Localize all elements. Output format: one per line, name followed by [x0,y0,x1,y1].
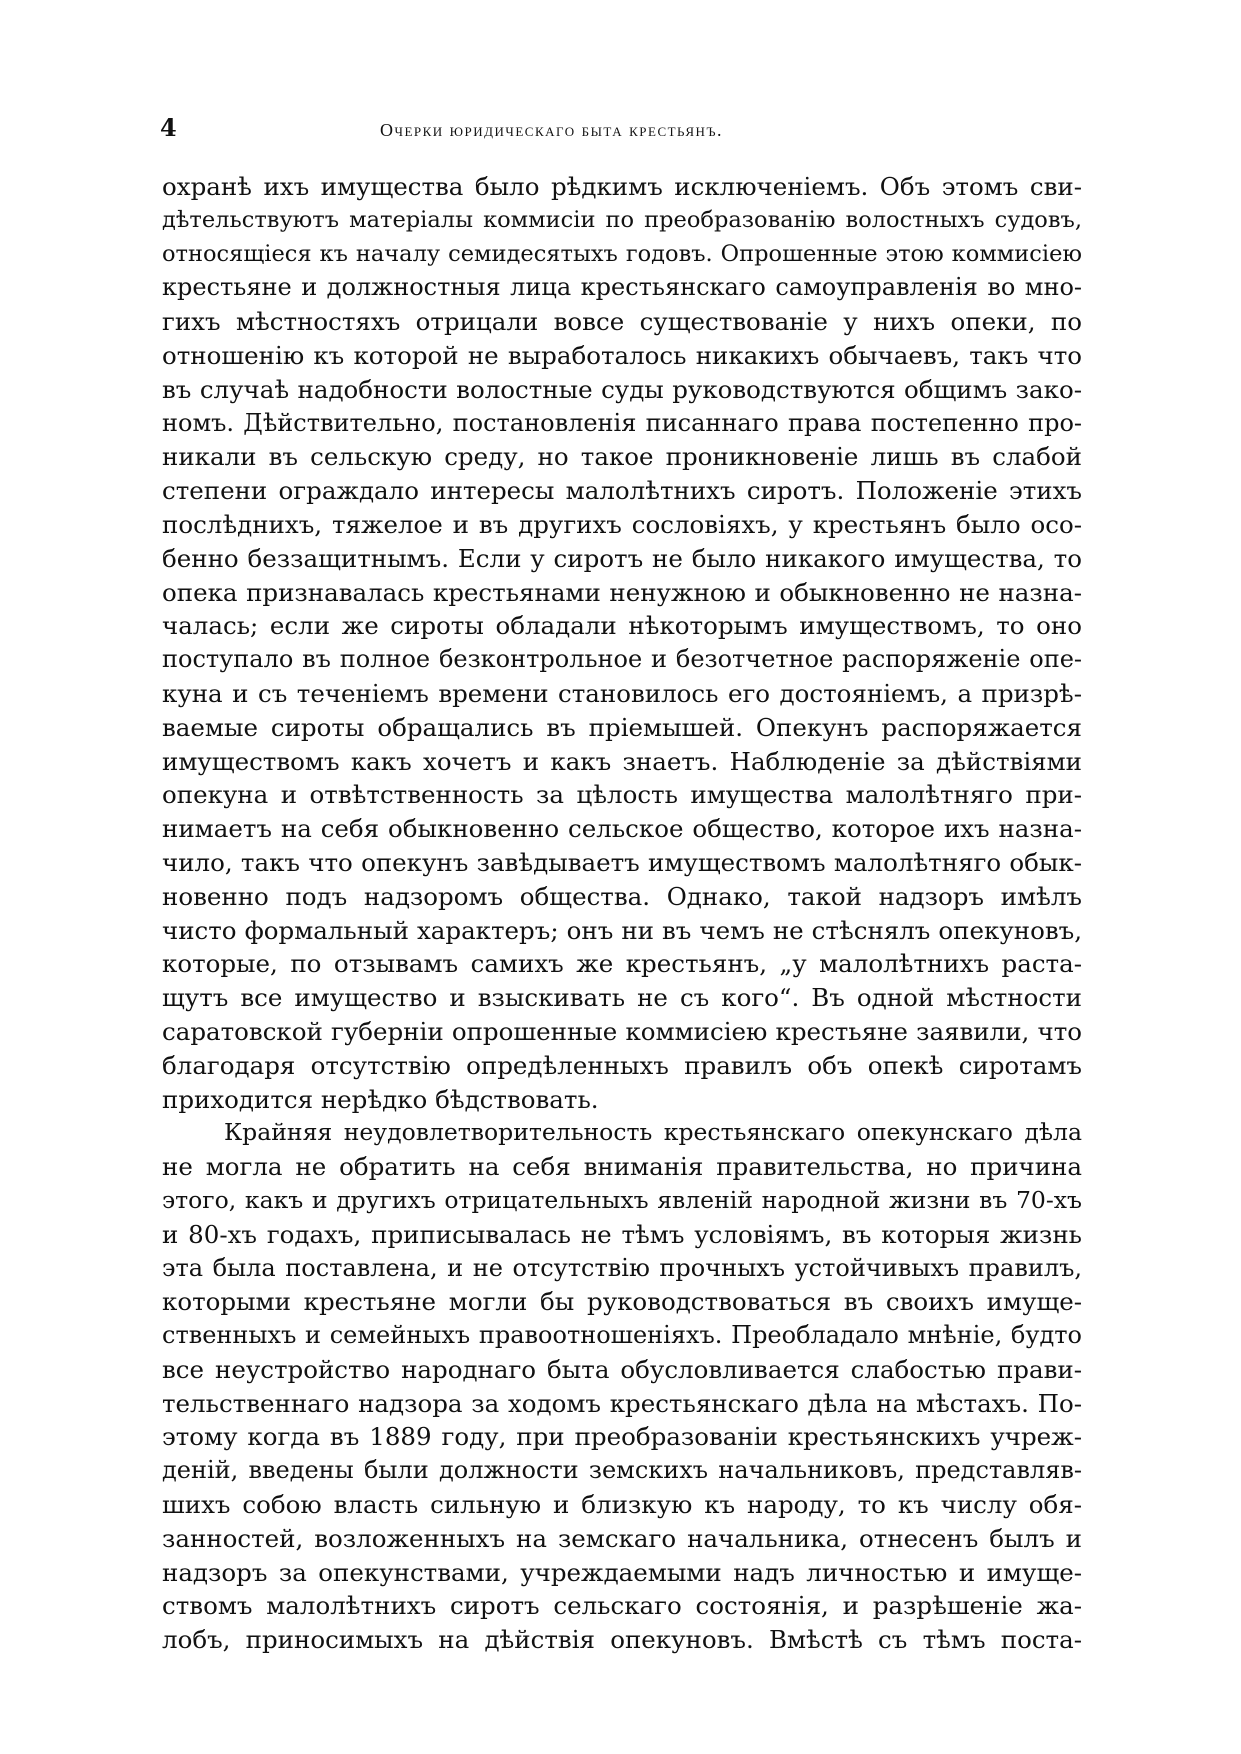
text-line: имуществомъ какъ хочетъ и какъ знаетъ. Наблюденіе за дѣйствіями [162,746,1082,776]
text-line: Крайняя неудовлетворительность крестьянскаго опекунскаго дѣла [224,1118,1082,1147]
text-line: занностей, возложенныхъ на земскаго начальника, отнесенъ былъ и [162,1523,1082,1553]
text-line: и 80-хъ годахъ, приписывалась не тѣмъ условіямъ, въ которыя жизнь [162,1219,1082,1249]
text-line: относящіеся къ началу семидесятыхъ годовъ. Опрошенные этою коммисіею [162,240,1082,267]
body-text [162,170,1082,1657]
text-line: дѣтельствуютъ матеріалы коммисіи по преобразованію волостныхъ судовъ, [162,206,1082,233]
text-line: въ случаѣ надобности волостные суды руководствуются общимъ зако- [162,374,1082,404]
text-line: чило, такъ что опекунъ завѣдываетъ имуществомъ малолѣтняго обык- [162,847,1082,877]
running-header: Очерки юридическаго быта крестьянъ. [380,120,724,140]
text-line: бенно беззащитнымъ. Если у сиротъ не было никакого имущества, то [162,543,1082,573]
text-line: тельственнаго надзора за ходомъ крестьянскаго дѣла на мѣстахъ. По- [162,1388,1082,1418]
text-line: ваемые сироты обращались въ пріемышей. Опекунъ распоряжается [162,712,1082,742]
text-line: этому когда въ 1889 году, при преобразованіи крестьянскихъ учреж- [162,1422,1082,1452]
text-line: не могла не обратить на себя вниманія правительства, но причина [162,1152,1082,1182]
text-line: степени ограждало интересы малолѣтнихъ сиротъ. Положеніе этихъ [162,476,1082,506]
text-line: этого, какъ и другихъ отрицательныхъ явленій народной жизни въ 70-хъ [162,1185,1082,1214]
text-line: чалась; если же сироты обладали нѣкоторымъ имуществомъ, то оно [162,611,1082,641]
text-line: опека признавалась крестьянами ненужною и обыкновенно не назна- [162,577,1082,607]
text-line: эта была поставлена, и не отсутствію прочныхъ устойчивыхъ правилъ, [162,1253,1082,1282]
text-line: приходится нерѣдко бѣдствовать. [162,1084,599,1114]
text-line: новенно подъ надзоромъ общества. Однако, такой надзоръ имѣлъ [162,881,1082,911]
text-line: все неустройство народнаго быта обусловливается слабостью прави- [162,1354,1082,1384]
text-line: охранѣ ихъ имущества было рѣдкимъ исключеніемъ. Объ этомъ сви- [162,172,1082,201]
text-line: шихъ собою власть сильную и близкую къ народу, то къ числу обя- [162,1490,1082,1520]
text-line: поступало въ полное безконтрольное и безотчетное распоряженіе опе- [162,645,1082,674]
text-line: ствомъ малолѣтнихъ сиротъ сельскаго состоянія, и разрѣшеніе жа- [162,1591,1082,1621]
text-line: отношенію къ которой не выработалось никакихъ обычаевъ, такъ что [162,340,1082,370]
text-line: чисто формальный характеръ; онъ ни въ чемъ не стѣснялъ опекуновъ, [162,915,1082,945]
paragraph-1 [162,170,1082,1116]
text-line: саратовской губерніи опрошенные коммисіею крестьяне заявили, что [162,1016,1082,1046]
text-line: ственныхъ и семейныхъ правоотношеніяхъ. Преобладало мнѣніе, будто [162,1321,1082,1350]
paragraph-2 [162,1116,1082,1657]
text-line: нимаетъ на себя обыкновенно сельское общество, которое ихъ назна- [162,814,1082,844]
text-line: которые, по отзывамъ самихъ же крестьянъ, „у малолѣтнихъ раста- [162,949,1082,979]
text-line: надзоръ за опекунствами, учреждаемыми надъ личностью и имуще- [162,1557,1082,1587]
text-line: которыми крестьяне могли бы руководствоваться въ своихъ имуще- [162,1287,1082,1317]
text-line: лобъ, приносимыхъ на дѣйствія опекуновъ. Вмѣстѣ съ тѣмъ поста- [162,1625,1082,1655]
text-line: опекуна и отвѣтственность за цѣлость имущества малолѣтняго при- [162,780,1082,810]
text-line: послѣднихъ, тяжелое и въ другихъ сословіяхъ, у крестьянъ было осо- [162,509,1082,539]
text-line: куна и съ теченіемъ времени становилось его достояніемъ, а призрѣ- [162,678,1082,708]
text-line: благодаря отсутствію опредѣленныхъ правилъ объ опекѣ сиротамъ [162,1050,1082,1080]
text-line: деній, введены были должности земскихъ начальниковъ, представляв- [162,1456,1082,1485]
page-number: 4 [160,113,177,142]
text-line: гихъ мѣстностяхъ отрицали вовсе существованіе у нихъ опеки, по [162,307,1082,337]
text-line: никали въ сельскую среду, но такое проникновеніе лишь въ слабой [162,442,1082,472]
text-line: крестьяне и должностныя лица крестьянскаго самоуправленія во мно- [162,273,1082,302]
text-line: номъ. Дѣйствительно, постановленія писаннаго права постепенно про- [162,408,1082,437]
text-line: щутъ все имущество и взыскивать не съ кого“. Въ одной мѣстности [162,983,1082,1013]
